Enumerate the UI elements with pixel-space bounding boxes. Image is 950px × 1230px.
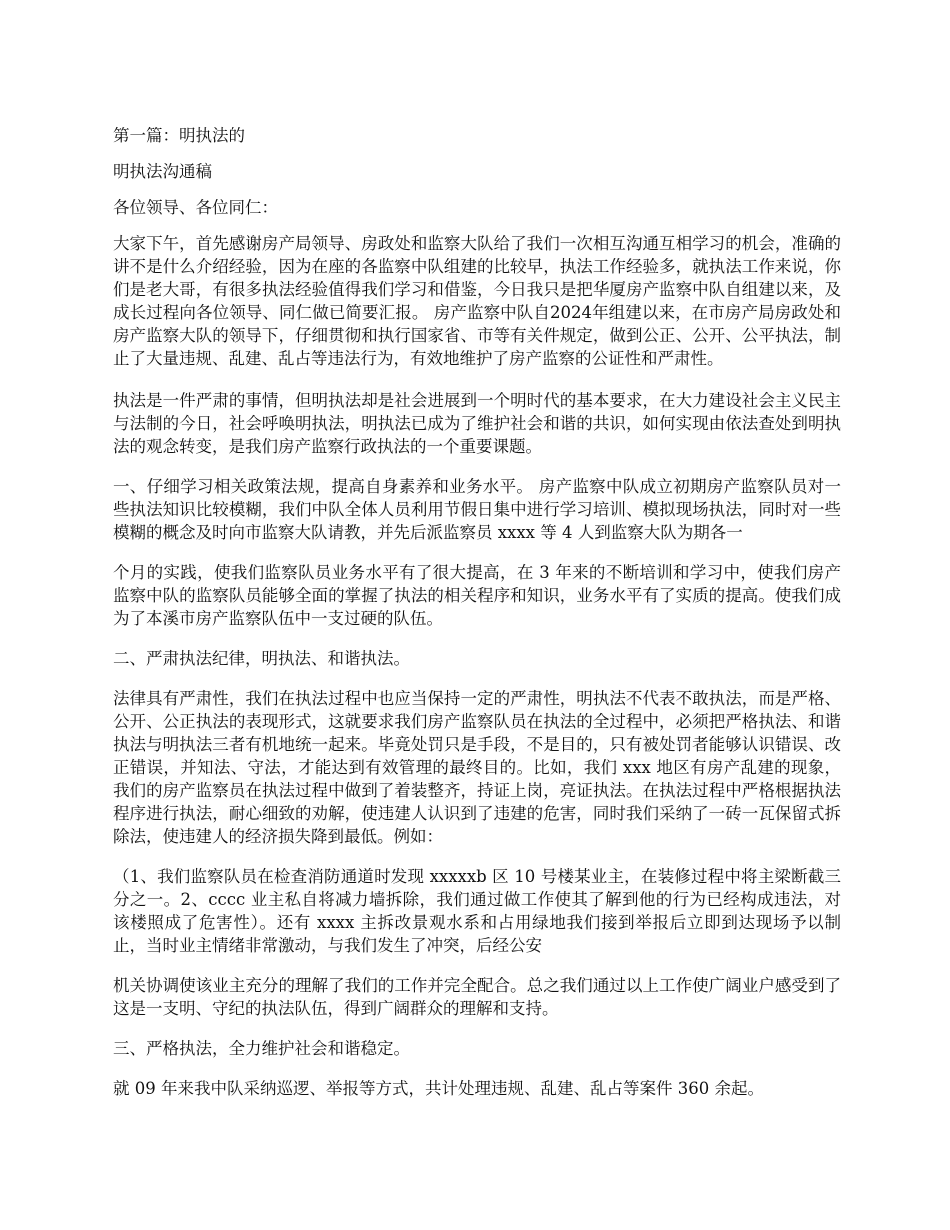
- document-subtitle: 明执法沟通稿: [113, 162, 212, 181]
- document-heading: 第一篇：明执法的: [113, 126, 245, 145]
- section-two-heading: 二、严肃执法纪律，明执法、和谐执法。: [113, 649, 410, 668]
- document-page: [113, 124, 841, 1100]
- paragraph-section-two: 法律具有严肃性，我们在执法过程中也应当保持一定的严肃性，明执法不代表不敢执法，而是严格、公开、公正执法的表现形式，这就要求我们房产监察队员在执法的全过程中，必须把严格执法、和谐执法与明执法三者有机地统一起来。毕竟处罚只是手段，不是目的，只有被处罚者能够认识错误、改正错误，并知法、守法，才能达到有效管理的最终目的。比如，我们 xxx 地区有房产乱建的现象，我们的房产监察员在执法过程中做到了着装整齐，持证上岗，亮证执法。在执法过程中严格根据执法程序进行执法，耐心细致的劝解，使违建人认识到了违建的危害，同时我们采纳了一砖一瓦保留式拆除法，使违建人的经济损失降到最低。例如：: [113, 689, 841, 846]
- paragraph-civil-enforcement: 执法是一件严肃的事情，但明执法却是社会进展到一个明时代的基本要求，在大力建设社会主义民主与法制的今日，社会呼唤明执法，明执法已成为了维护社会和谐的共识，如何实现由依法查处到明执法的观念转变，是我们房产监察行政执法的一个重要课题。: [113, 391, 841, 456]
- paragraph-section-one: 一、仔细学习相关政策法规，提高自身素养和业务水平。 房产监察中队成立初期房产监察队员对一些执法知识比较模糊，我们中队全体人员利用节假日集中进行学习培训、模拟现场执法，同时对一些模糊的概念及时向市监察大队请教，并先后派监察员 xxxx 等 4 人到监察大队为期各一: [113, 477, 841, 542]
- paragraph-examples-continued: 机关协调使该业主充分的理解了我们的工作并完全配合。总之我们通过以上工作使广阔业户感受到了这是一支明、守纪的执法队伍，得到广阔群众的理解和支持。: [113, 976, 841, 1018]
- paragraph-section-one-continued: 个月的实践，使我们监察队员业务水平有了很大提高，在 3 年来的不断培训和学习中，使我们房产监察中队的监察队员能够全面的掌握了执法的相关程序和知识，业务水平有了实质的提高。使我们成为了本溪市房产监察队伍中一支过硬的队伍。: [113, 563, 841, 628]
- salutation: 各位领导、各位同仁：: [113, 198, 278, 217]
- paragraph-intro: 大家下午，首先感谢房产局领导、房政处和监察大队给了我们一次相互沟通互相学习的机会，准确的讲不是什么介绍经验，因为在座的各监察中队组建的比较早，执法工作经验多，就执法工作来说，你们是老大哥，有很多执法经验值得我们学习和借鉴，今日我只是把华厦房产监察中队自组建以来，及成长过程向各位领导、同仁做已简要汇报。 房产监察中队自2024年组建以来，在市房产局房政处和房产监察大队的领导下，仔细贯彻和执行国家省、市等有关件规定，做到公正、公开、公平执法，制止了大量违规、乱建、乱占等违法行为，有效地维护了房产监察的公证性和严肃性。: [113, 234, 841, 368]
- section-three-heading: 三、严格执法，全力维护社会和谐稳定。: [113, 1039, 410, 1058]
- paragraph-section-three: 就 09 年来我中队采纳巡逻、举报等方式，共计处理违规、乱建、乱占等案件 360 余起。: [113, 1079, 764, 1098]
- paragraph-examples: （1、我们监察队员在检查消防通道时发现 xxxxxb 区 10 号楼某业主，在装修过程中将主梁断截三分之一。2、cccc 业主私自将减力墙拆除，我们通过做工作使其了解到他的行为已经构成违法，对该楼照成了危害性）。还有 xxxx 主拆改景观水系和占用绿地我们接到举报后立即到达现场予以制止，当时业主情绪非常激动，与我们发生了冲突，后经公安: [113, 867, 841, 955]
